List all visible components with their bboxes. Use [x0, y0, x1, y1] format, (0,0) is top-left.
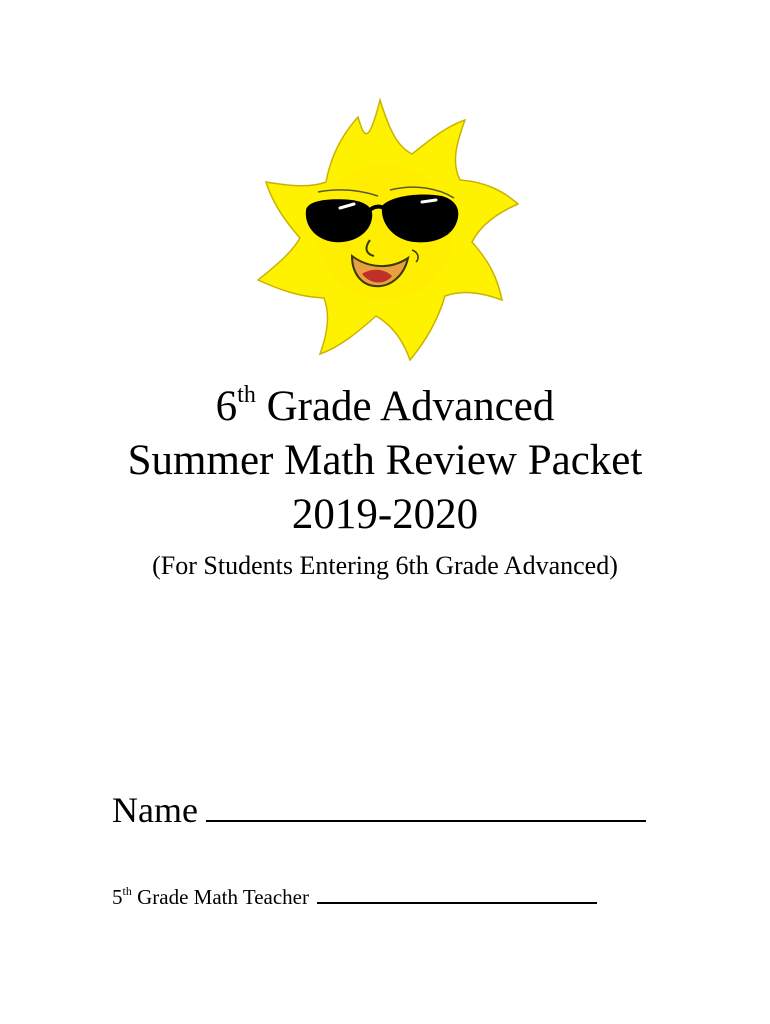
teacher-label: Grade Math Teacher — [131, 885, 309, 909]
title-line-2: Summer Math Review Packet — [127, 437, 643, 484]
title-block — [0, 380, 770, 584]
title-grade-suffix: th — [237, 382, 256, 408]
teacher-field-row — [112, 880, 672, 912]
subtitle: (For Students Entering 6th Grade Advanced) — [152, 551, 618, 580]
title-grade-number: 6 — [215, 383, 238, 430]
name-label: Name — [112, 790, 198, 830]
title-grade-label: Grade Advanced — [255, 383, 555, 430]
title-line-1 — [0, 380, 770, 434]
title-line-3: 2019-2020 — [291, 491, 479, 538]
teacher-blank-line[interactable] — [317, 880, 597, 904]
teacher-label-suffix: th — [122, 884, 132, 898]
sun-with-sunglasses-icon — [240, 92, 520, 372]
teacher-label-number: 5 — [112, 885, 123, 909]
name-blank-line[interactable] — [206, 786, 646, 822]
name-field-row — [112, 786, 672, 834]
